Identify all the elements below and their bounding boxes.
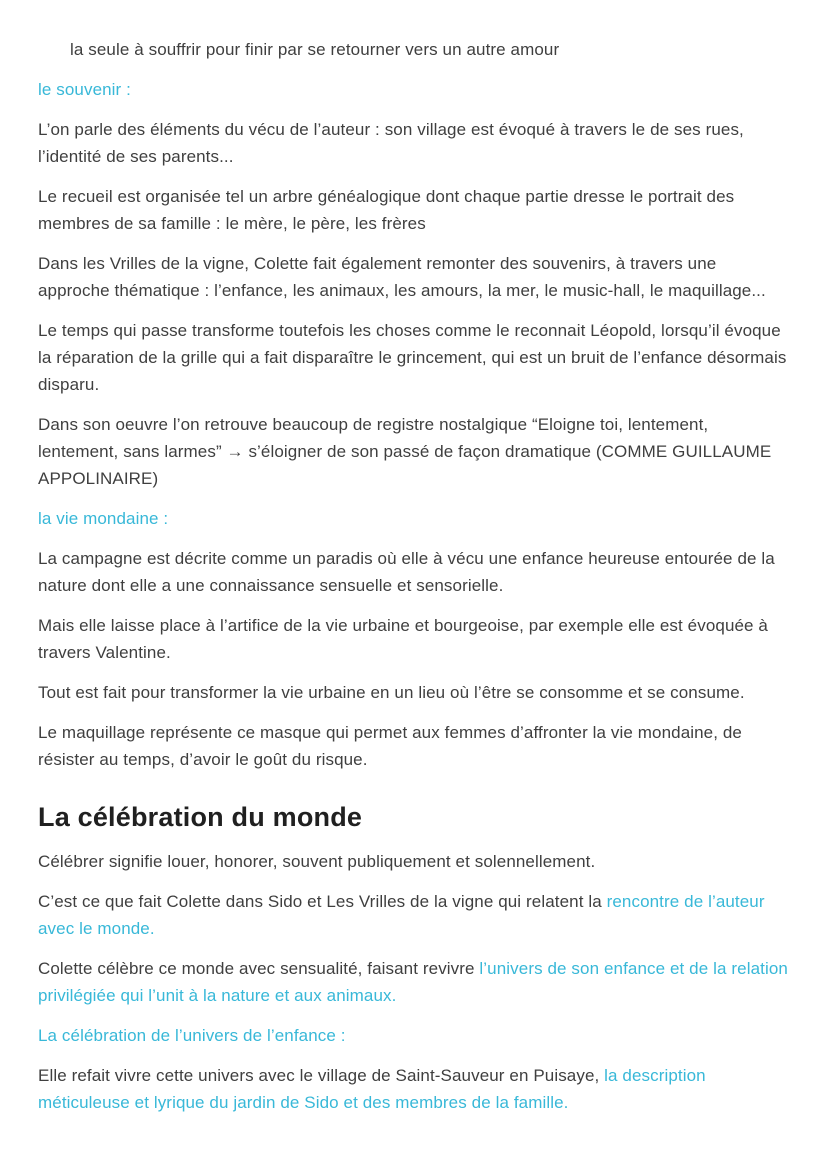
subheading-celebration-enfance: La célébration de l’univers de l’enfance : xyxy=(38,1026,346,1045)
paragraph-plain-text: C’est ce que fait Colette dans Sido et Les Vrilles de la vigne qui relatent la xyxy=(38,892,607,911)
paragraph: L’on parle des éléments du vécu de l’auteur : son village est évoqué à travers le de ses rues, l’identité de ses parents... xyxy=(38,120,744,166)
paragraph: La campagne est décrite comme un paradis où elle à vécu une enfance heureuse entourée de la nature dont elle a une connaissance sensuelle et sensorielle. xyxy=(38,549,775,595)
paragraph: Le maquillage représente ce masque qui permet aux femmes d’affronter la vie mondaine, de résister au temps, d’avoir le goût du risque. xyxy=(38,723,742,769)
paragraph: Le temps qui passe transforme toutefois les choses comme le reconnait Léopold, lorsqu’il évoque la réparation de la grille qui a fait disparaître le grincement, qui est un bruit de l’enfance désormais disparu. xyxy=(38,321,787,394)
paragraph-highlight-text: l’univers de son enfance et de la relation privilégiée qui l’unit à la nature et aux animaux. xyxy=(38,959,788,1005)
paragraph: Dans son oeuvre l’on retrouve beaucoup de registre nostalgique “Eloigne toi, lentement, lentement, sans larmes” → s’éloigner de son passé de façon dramatique (COMME GUILLAUME APPOLINAIRE) xyxy=(38,415,772,488)
paragraph: Le recueil est organisée tel un arbre généalogique dont chaque partie dresse le portrait des membres de sa famille : le mère, le père, les frères xyxy=(38,187,735,233)
paragraph xyxy=(38,955,790,1009)
paragraph xyxy=(38,888,790,942)
quote-continuation-line: la seule à souffrir pour finir par se retourner vers un autre amour xyxy=(70,40,560,59)
paragraph: Dans les Vrilles de la vigne, Colette fait également remonter des souvenirs, à travers une approche thématique : l’enfance, les animaux, les amours, la mer, le music-hall, le maquillage... xyxy=(38,254,766,300)
paragraph xyxy=(38,1062,790,1116)
subheading-la-vie-mondaine: la vie mondaine : xyxy=(38,509,169,528)
paragraph-highlight-text: la description méticuleuse et lyrique du jardin de Sido et des membres de la famille. xyxy=(38,1066,706,1112)
paragraph: Tout est fait pour transformer la vie urbaine en un lieu où l’être se consomme et se consume. xyxy=(38,683,745,702)
paragraph-plain-text: Elle refait vivre cette univers avec le village de Saint-Sauveur en Puisaye, xyxy=(38,1066,605,1085)
paragraph-highlight-text: rencontre de l’auteur avec le monde. xyxy=(38,892,765,938)
paragraph-plain-text: Colette célèbre ce monde avec sensualité, faisant revivre xyxy=(38,959,480,978)
paragraph: Célébrer signifie louer, honorer, souvent publiquement et solennellement. xyxy=(38,852,596,871)
paragraph: Mais elle laisse place à l’artifice de la vie urbaine et bourgeoise, par exemple elle est évoquée à travers Valentine. xyxy=(38,616,768,662)
section-heading-celebration-du-monde: La célébration du monde xyxy=(38,802,363,832)
subheading-le-souvenir: le souvenir : xyxy=(38,80,131,99)
